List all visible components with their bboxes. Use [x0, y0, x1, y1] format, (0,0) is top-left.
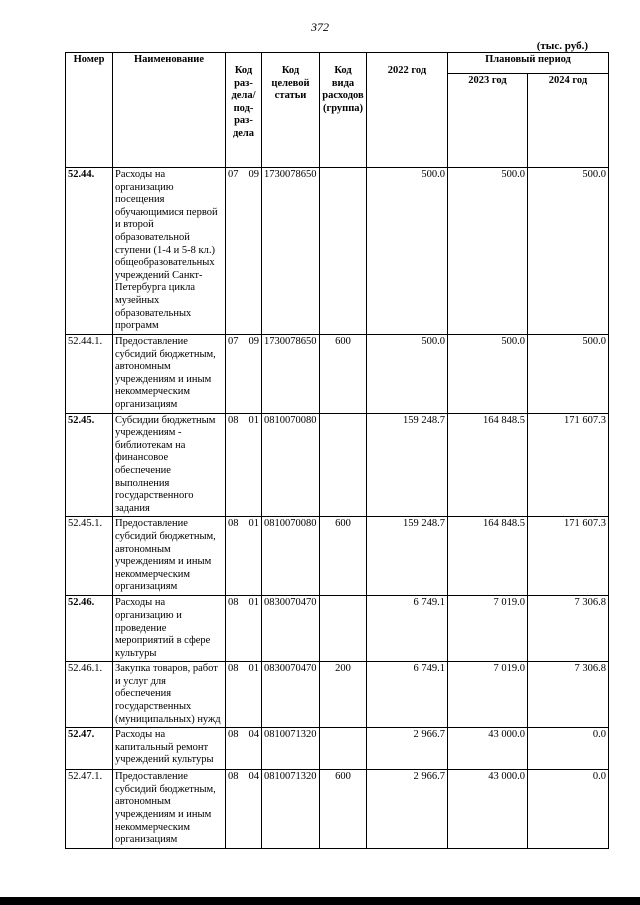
row-section-code [226, 517, 262, 596]
row-2022: 500.0 [367, 335, 448, 414]
row-section-code [226, 413, 262, 517]
row-section: 07 [228, 169, 239, 180]
row-expense-code [320, 728, 367, 770]
table-row [66, 517, 609, 596]
row-number: 52.44. [66, 168, 113, 335]
row-section-code [226, 728, 262, 770]
row-section-code [226, 335, 262, 414]
row-2024: 0.0 [528, 728, 609, 770]
header-name: Наименование [113, 53, 226, 168]
row-expense-code [320, 168, 367, 335]
row-2022: 6 749.1 [367, 662, 448, 728]
header-planned-period: Плановый период [448, 53, 609, 74]
row-2023: 500.0 [448, 168, 528, 335]
row-section: 07 [228, 336, 239, 347]
row-subsection: 04 [248, 729, 259, 741]
budget-table [65, 52, 609, 849]
row-section: 08 [228, 414, 239, 426]
row-section: 08 [228, 771, 239, 783]
row-target-code: 0830070470 [262, 662, 320, 728]
row-name: Закупка товаров, работ и услуг для обеспечения государственных (муниципальных) нужд [113, 662, 226, 728]
header-year-2023: 2023 год [448, 74, 528, 168]
header-section-code: Код раз-дела/ под-раз-дела [226, 53, 262, 168]
header-expense-type: Код вида расходов (группа) [320, 53, 367, 168]
row-expense-code [320, 413, 367, 517]
row-name: Предоставление субсидий бюджетным, автономным учреждениям и иным некоммерческим организациям [113, 335, 226, 414]
row-number: 52.46. [66, 596, 113, 662]
row-section: 08 [228, 597, 239, 609]
row-expense-code: 600 [320, 517, 367, 596]
row-2023: 43 000.0 [448, 770, 528, 849]
row-target-code: 1730078650 [262, 335, 320, 414]
row-section: 08 [228, 663, 239, 675]
header-year-2024: 2024 год [528, 74, 609, 168]
row-target-code: 0830070470 [262, 596, 320, 662]
row-2022: 6 749.1 [367, 596, 448, 662]
row-2023: 164 848.5 [448, 413, 528, 517]
row-section-code [226, 662, 262, 728]
row-2024: 171 607.3 [528, 413, 609, 517]
row-2022: 2 966.7 [367, 770, 448, 849]
table-row [66, 728, 609, 770]
page-number: 372 [311, 20, 329, 34]
header-number: Номер [66, 53, 113, 168]
table-row [66, 770, 609, 849]
row-expense-code: 200 [320, 662, 367, 728]
row-2024: 0.0 [528, 770, 609, 849]
row-2024: 7 306.8 [528, 662, 609, 728]
row-section: 08 [228, 729, 239, 741]
row-2023: 500.0 [448, 335, 528, 414]
row-subsection: 09 [248, 169, 259, 180]
table-row [66, 662, 609, 728]
row-name: Расходы на организацию и проведение мероприятий в сфере культуры [113, 596, 226, 662]
table-row [66, 335, 609, 414]
row-name: Расходы на организацию посещения обучающимися первой и второй образовательной ступени (1-4 и 5-8 кл.) общеобразовательных учреждений Санкт-Петербурга цикла музейных образовательных программ [113, 168, 226, 335]
units-label: (тыс. руб.) [536, 40, 588, 52]
row-number: 52.45. [66, 413, 113, 517]
row-section-code [226, 770, 262, 849]
table-row [66, 168, 609, 335]
row-2024: 500.0 [528, 168, 609, 335]
scan-bottom-edge [0, 897, 640, 905]
row-number: 52.45.1. [66, 517, 113, 596]
row-expense-code: 600 [320, 770, 367, 849]
row-target-code: 0810071320 [262, 770, 320, 849]
row-name: Предоставление субсидий бюджетным, автономным учреждениям и иным некоммерческим организациям [113, 517, 226, 596]
row-name: Предоставление субсидий бюджетным, автономным учреждениям и иным некоммерческим организациям [113, 770, 226, 849]
row-number: 52.47. [66, 728, 113, 770]
row-2024: 500.0 [528, 335, 609, 414]
row-target-code: 1730078650 [262, 168, 320, 335]
table-row [66, 596, 609, 662]
row-section-code [226, 596, 262, 662]
header-year-2022: 2022 год [367, 53, 448, 168]
row-target-code: 0810071320 [262, 728, 320, 770]
row-subsection: 01 [248, 518, 259, 530]
row-subsection: 01 [248, 414, 259, 426]
row-expense-code: 600 [320, 335, 367, 414]
row-2023: 43 000.0 [448, 728, 528, 770]
row-2024: 171 607.3 [528, 517, 609, 596]
row-subsection: 04 [248, 771, 259, 783]
row-target-code: 0810070080 [262, 517, 320, 596]
table-row [66, 413, 609, 517]
row-2022: 2 966.7 [367, 728, 448, 770]
row-number: 52.46.1. [66, 662, 113, 728]
row-section-code [226, 168, 262, 335]
row-2023: 164 848.5 [448, 517, 528, 596]
row-expense-code [320, 596, 367, 662]
row-target-code: 0810070080 [262, 413, 320, 517]
row-subsection: 01 [248, 663, 259, 675]
row-subsection: 01 [248, 597, 259, 609]
row-2023: 7 019.0 [448, 596, 528, 662]
row-2023: 7 019.0 [448, 662, 528, 728]
row-2024: 7 306.8 [528, 596, 609, 662]
row-2022: 500.0 [367, 168, 448, 335]
row-name: Субсидии бюджетным учреждениям - библиотекам на финансовое обеспечение выполнения государственного задания [113, 413, 226, 517]
row-2022: 159 248.7 [367, 517, 448, 596]
row-number: 52.47.1. [66, 770, 113, 849]
row-section: 08 [228, 518, 239, 530]
row-number: 52.44.1. [66, 335, 113, 414]
header-target-code: Код целевой статьи [262, 53, 320, 168]
row-subsection: 09 [248, 336, 259, 347]
row-2022: 159 248.7 [367, 413, 448, 517]
row-name: Расходы на капитальный ремонт учреждений культуры [113, 728, 226, 770]
